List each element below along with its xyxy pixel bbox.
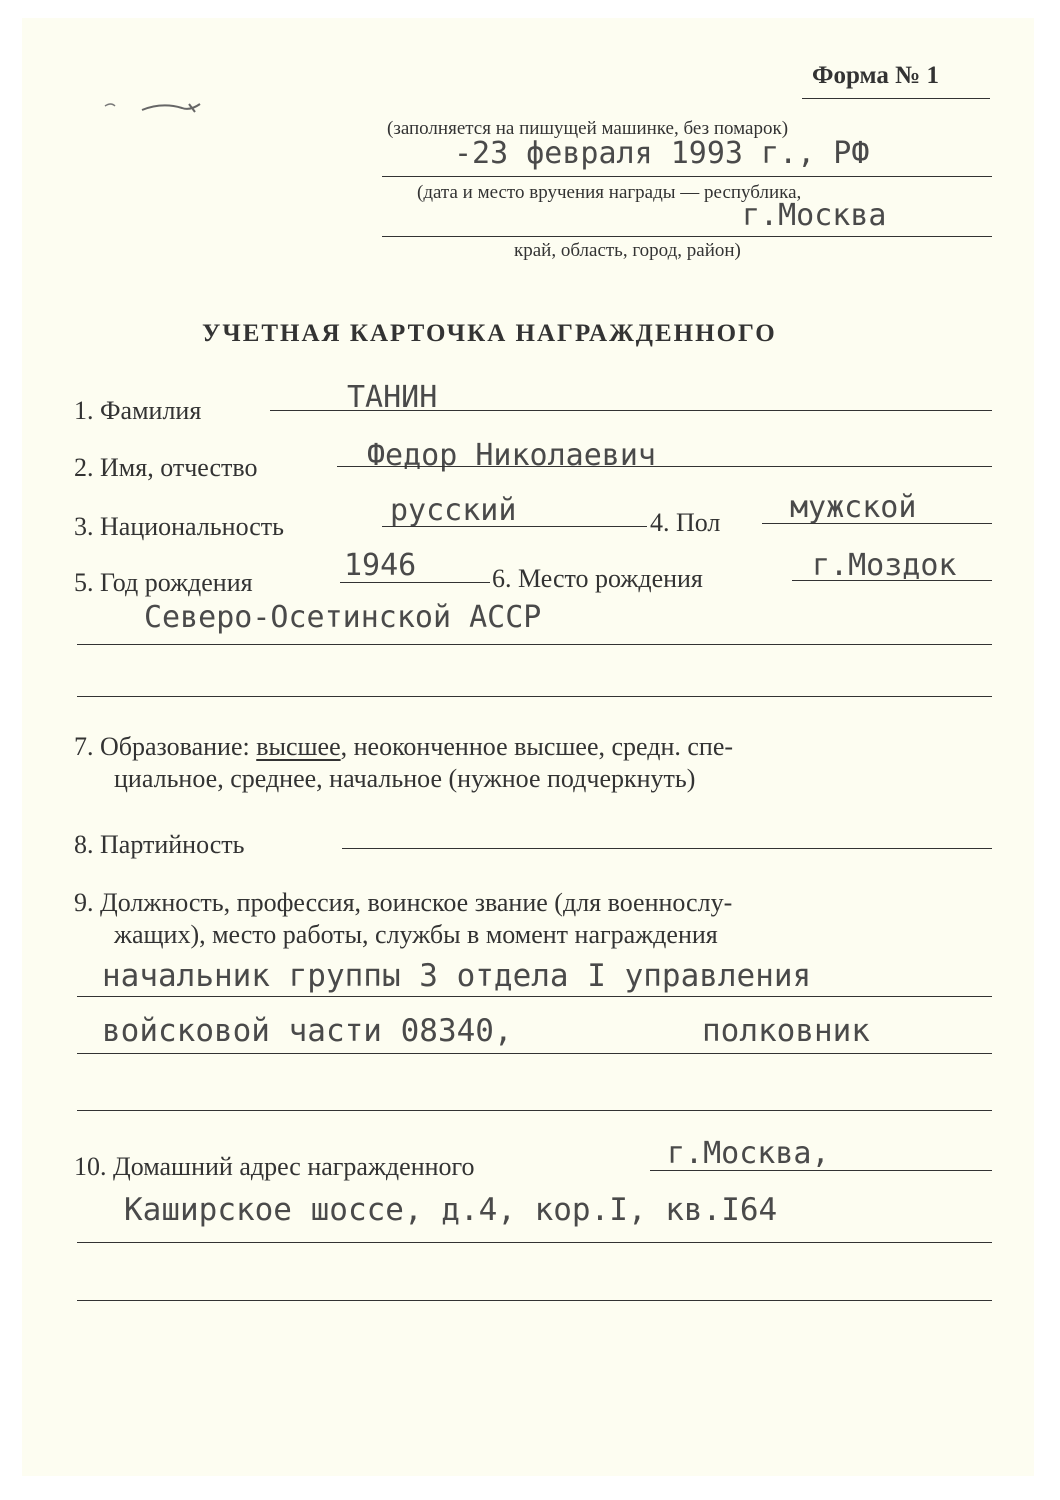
position-label-line1: 9. Должность, профессия, воинское звание (для военнослу- [74, 888, 733, 917]
position-value-line2b: полковник [702, 1013, 870, 1049]
birth-place-value: г.Моздок [812, 548, 957, 583]
pencil-mark [97, 88, 227, 128]
sex-value: мужской [790, 490, 917, 525]
education-options-1: , неоконченное высшее, средн. спе- [340, 732, 734, 761]
surname-value: ТАНИН [347, 380, 438, 415]
education-selected: высшее [256, 732, 341, 761]
name-value: Федор Николаевич [367, 438, 656, 473]
form-number: Форма № 1 [812, 62, 939, 89]
page-title: УЧЕТНАЯ КАРТОЧКА НАГРАЖДЕННОГО [202, 320, 777, 347]
instruction-text: (заполняется на пишущей машинке, без помарок) [387, 118, 789, 139]
address-value-line2: Каширское шоссе, д.4, кор.I, кв.I64 [124, 1192, 778, 1228]
surname-label: 1. Фамилия [74, 396, 202, 425]
education-line1 [74, 732, 733, 762]
birth-place-value-line2: Северо-Осетинской АССР [144, 600, 542, 635]
position-value-line2a: войсковой части 08340, [102, 1013, 513, 1049]
nationality-value: русский [390, 493, 517, 528]
date-caption: (дата и место вручения награды — республика, [417, 182, 802, 203]
award-record-card [22, 18, 1034, 1476]
address-label: 10. Домашний адрес награжденного [74, 1152, 475, 1181]
sex-label: 4. Пол [650, 508, 721, 537]
position-label-line2: жащих), место работы, службы в момент награждения [114, 920, 718, 949]
party-label: 8. Партийность [74, 830, 245, 859]
education-line2: циальное, среднее, начальное (нужное подчеркнуть) [114, 764, 696, 793]
birth-place-label: 6. Место рождения [492, 564, 703, 593]
birth-year-value: 1946 [344, 548, 417, 583]
award-date-typed: -23 февраля 1993 г., РФ [454, 136, 870, 171]
address-value-line1: г.Москва, [667, 1136, 830, 1171]
nationality-label: 3. Национальность [74, 512, 284, 541]
place-caption: край, область, город, район) [514, 240, 741, 261]
name-label: 2. Имя, отчество [74, 453, 258, 482]
birth-year-label: 5. Год рождения [74, 568, 253, 597]
award-place-typed: г.Москва [742, 198, 887, 233]
position-value-line1: начальник группы 3 отдела I управления [102, 958, 812, 994]
education-label: 7. Образование: [74, 732, 250, 761]
